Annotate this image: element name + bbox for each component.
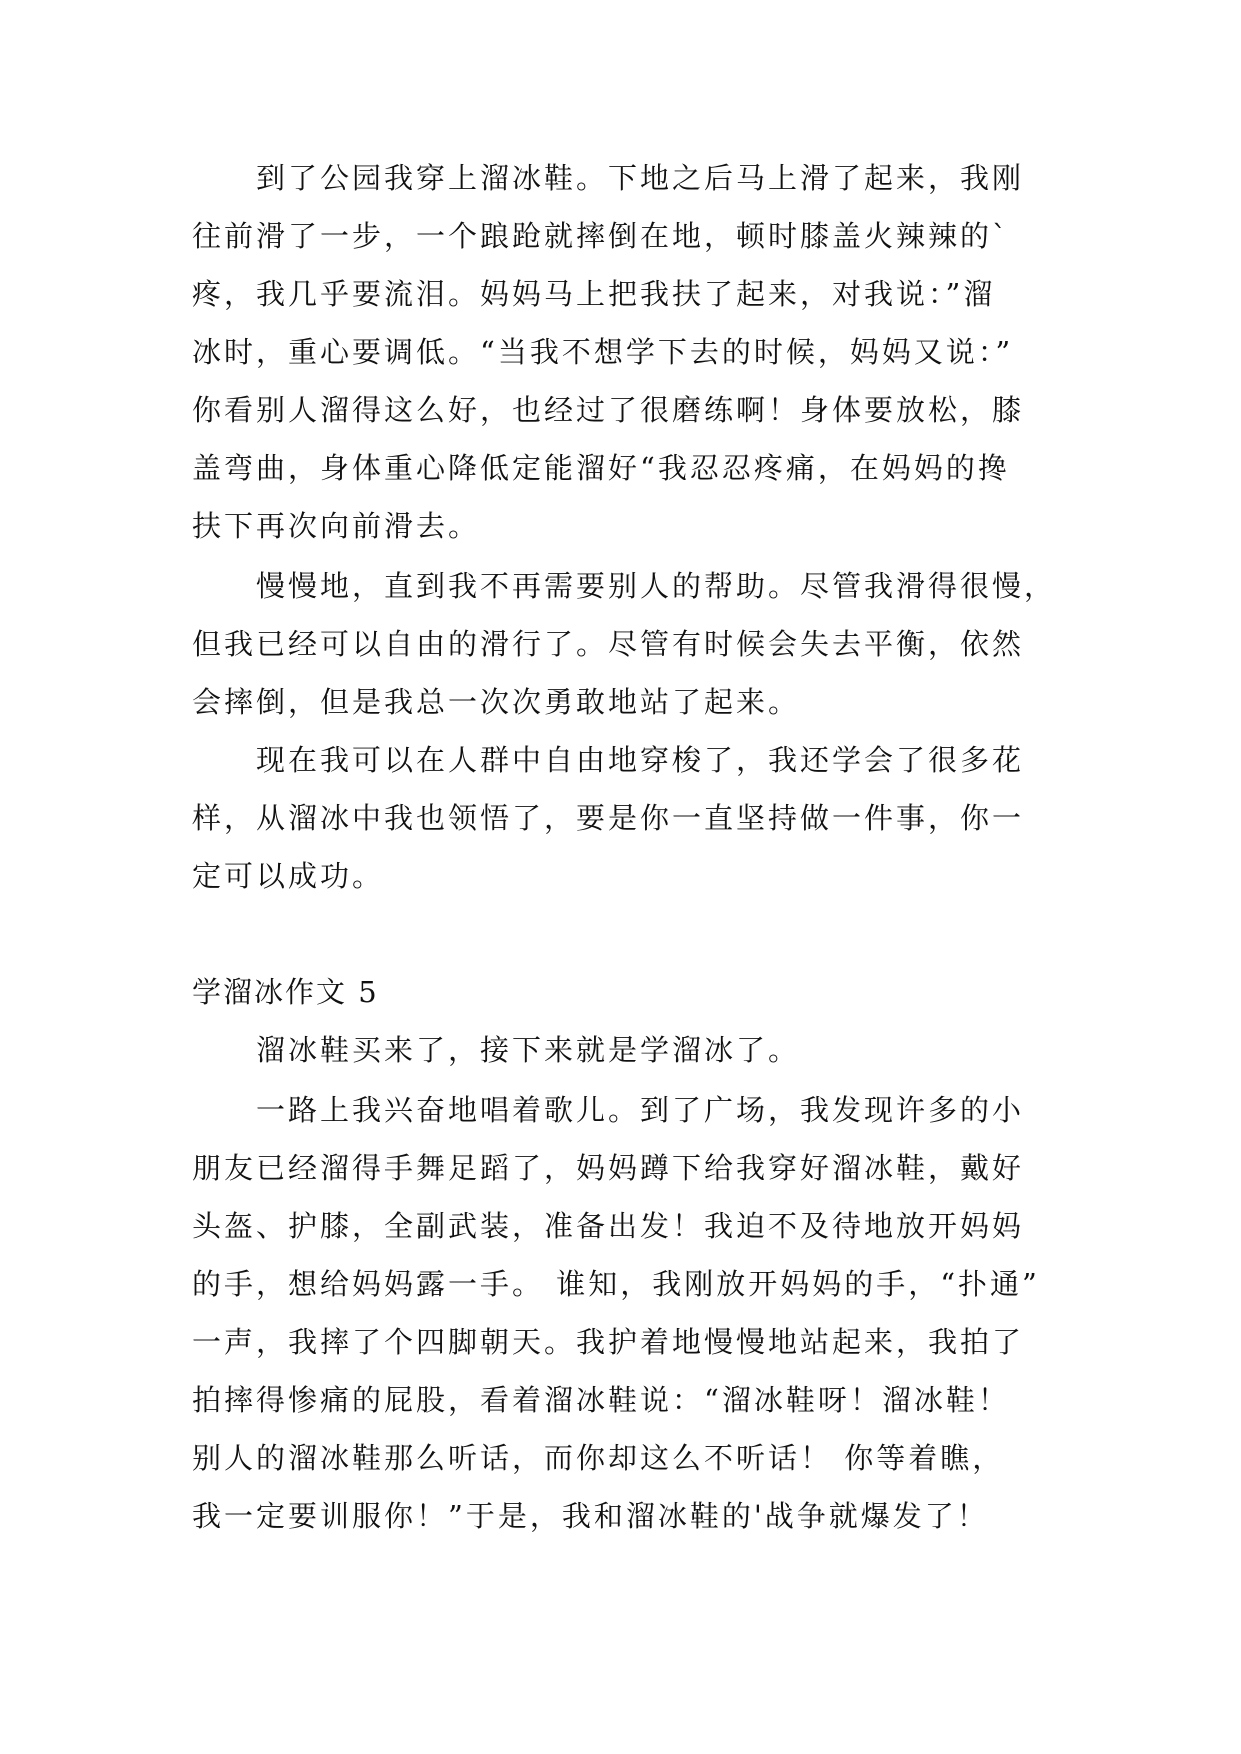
paragraph-1-line-5: 你看别人溜得这么好，也经过了很磨练啊！身体要放松，膝 [192, 393, 1025, 427]
paragraph-3-line-1: 现在我可以在人群中自由地穿梭了，我还学会了很多花 [256, 743, 1025, 777]
paragraph-3-line-3: 定可以成功。 [192, 859, 385, 893]
paragraph-5-line-1: 一路上我兴奋地唱着歌儿。到了广场，我发现许多的小 [256, 1093, 1025, 1127]
paragraph-3-line-2: 样，从溜冰中我也领悟了，要是你一直坚持做一件事，你一 [192, 801, 1025, 835]
paragraph-1-line-6: 盖弯曲，身体重心降低定能溜好“我忍忍疼痛，在妈妈的搀 [192, 451, 1010, 485]
paragraph-1-line-2: 往前滑了一步，一个踉跄就摔倒在地，顿时膝盖火辣辣的` [192, 219, 1010, 253]
paragraph-1-line-4: 冰时，重心要调低。“当我不想学下去的时候，妈妈又说：” [192, 335, 1014, 369]
paragraph-5-line-5: 一声，我摔了个四脚朝天。我护着地慢慢地站起来，我拍了 [192, 1325, 1025, 1359]
paragraph-5-line-7: 别人的溜冰鞋那么听话，而你却这么不听话！ 你等着瞧， [192, 1441, 1005, 1475]
paragraph-2-line-3: 会摔倒，但是我总一次次勇敢地站了起来。 [192, 685, 801, 719]
paragraph-5-line-3: 头盔、护膝，全副武装，准备出发！我迫不及待地放开妈妈 [192, 1209, 1025, 1243]
paragraph-5-line-8: 我一定要训服你！”于是，我和溜冰鞋的'战争就爆发了！ [192, 1499, 989, 1533]
paragraph-4-line-1: 溜冰鞋买来了，接下来就是学溜冰了。 [256, 1033, 801, 1067]
paragraph-5-line-2: 朋友已经溜得手舞足蹈了，妈妈蹲下给我穿好溜冰鞋，戴好 [192, 1151, 1025, 1185]
paragraph-1-line-7: 扶下再次向前滑去。 [192, 509, 481, 543]
paragraph-2-line-1: 慢慢地，直到我不再需要别人的帮助。尽管我滑得很慢， [256, 569, 1057, 603]
paragraph-5-line-4: 的手，想给妈妈露一手。 谁知，我刚放开妈妈的手，“扑通” [192, 1267, 1040, 1301]
paragraph-1-line-3: 疼，我几乎要流泪。妈妈马上把我扶了起来，对我说：”溜 [192, 277, 996, 311]
paragraph-5-line-6: 拍摔得惨痛的屁股，看着溜冰鞋说：“溜冰鞋呀！溜冰鞋！ [192, 1383, 1010, 1417]
section-title: 学溜冰作文 5 [192, 975, 379, 1009]
paragraph-1-line-1: 到了公园我穿上溜冰鞋。下地之后马上滑了起来，我刚 [256, 161, 1025, 195]
paragraph-2-line-2: 但我已经可以自由的滑行了。尽管有时候会失去平衡，依然 [192, 627, 1025, 661]
